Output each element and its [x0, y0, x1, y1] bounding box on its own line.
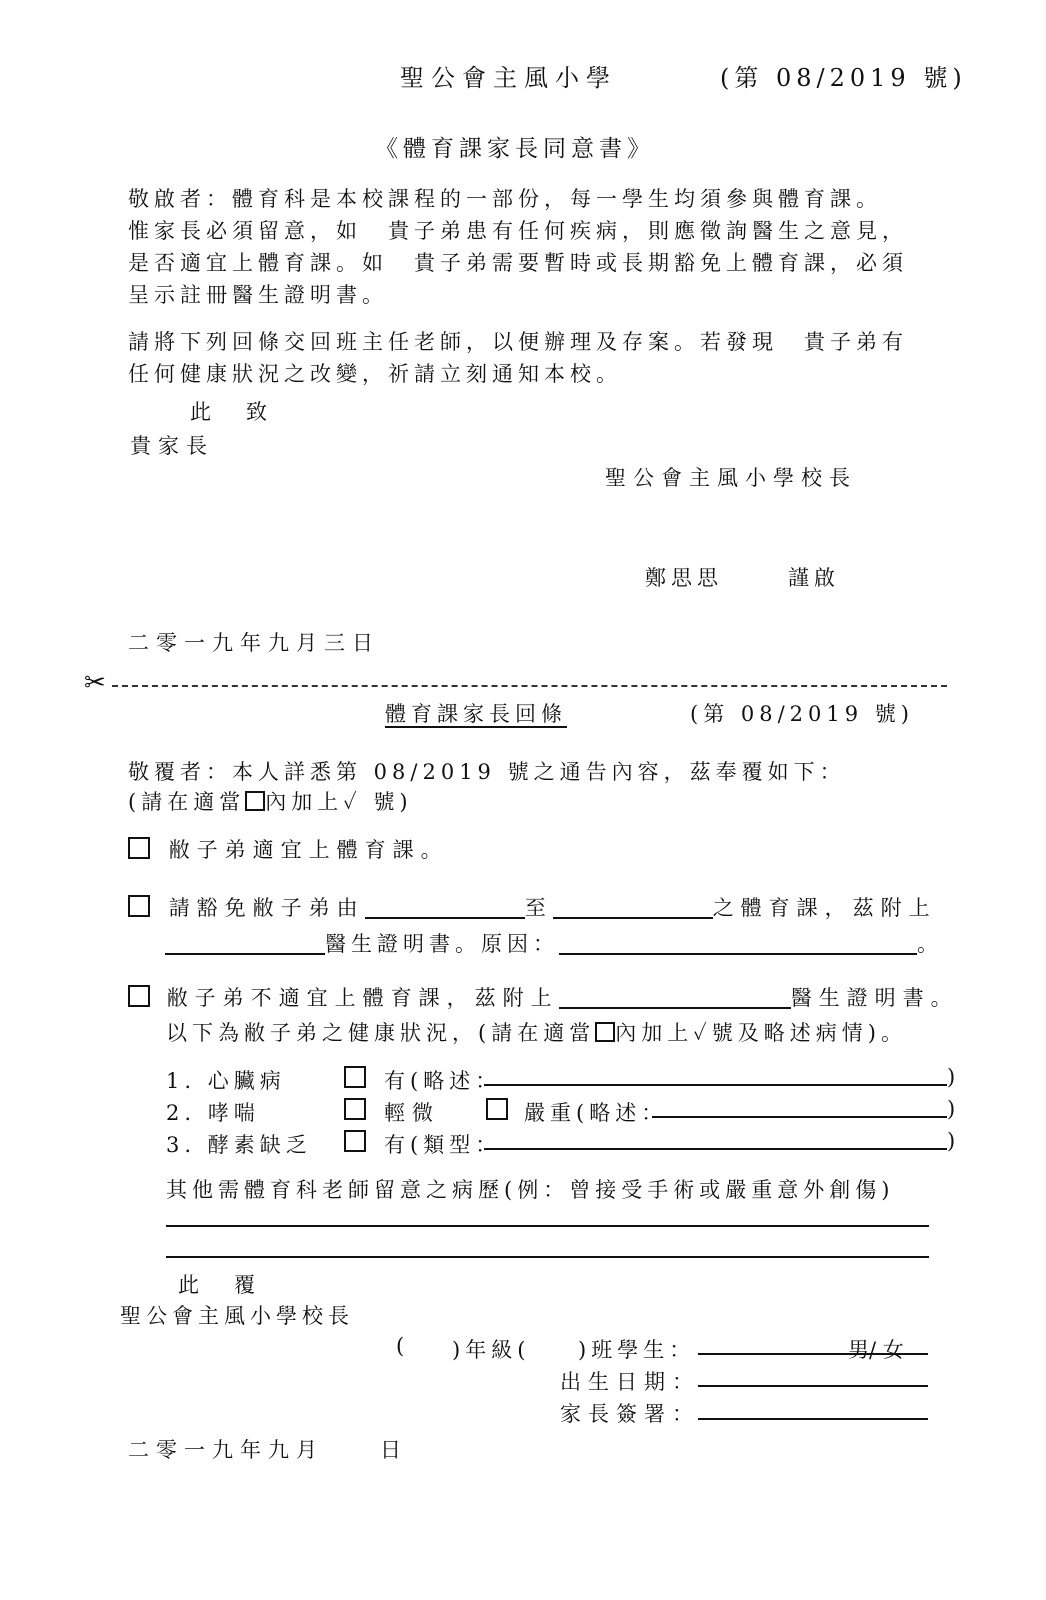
other-history-field-2[interactable]: [166, 1256, 929, 1258]
signature-label: 家長簽署：: [560, 1402, 700, 1426]
option2-end: 。: [917, 932, 938, 956]
reply-closing: 此 覆: [178, 1273, 262, 1297]
option3-text-a: 敝子弟不適宜上體育課，茲附上: [166, 986, 559, 1010]
health-intro-mid: 內加上: [615, 1021, 694, 1045]
option2-row-2: [165, 928, 938, 958]
reason-field[interactable]: [559, 931, 917, 955]
instruction-suffix: 號): [373, 790, 413, 814]
checkbox-icon: [595, 1022, 615, 1042]
reply-addressee: 聖公會主風小學校長: [120, 1304, 354, 1328]
option1-row: [128, 834, 449, 864]
from-date-field[interactable]: [365, 895, 525, 919]
dob-field[interactable]: [698, 1385, 928, 1387]
condition2-description-field[interactable]: [652, 1116, 947, 1118]
condition-label: 2. 哮喘: [166, 1101, 260, 1125]
letter-paragraph-2: [128, 326, 938, 390]
option2-checkbox[interactable]: [128, 895, 150, 917]
option2-text-d: 醫生證明書。原因：: [325, 932, 559, 956]
grade-open: (: [396, 1334, 405, 1358]
option3-text-b: 醫生證明書。: [790, 986, 959, 1010]
condition-close: ): [947, 1097, 956, 1121]
reply-notice-number: (第 08/2019 號): [690, 702, 914, 726]
condition-option: 有(略述：: [384, 1069, 502, 1093]
letter-addressee: 貴家長: [130, 434, 214, 458]
to-date-field[interactable]: [553, 895, 713, 919]
condition-label: 3. 酵素缺乏: [166, 1133, 312, 1157]
certificate-field[interactable]: [559, 985, 791, 1009]
letter-closing: 此 致: [190, 400, 274, 424]
gender-options[interactable]: 男/ 女: [848, 1338, 904, 1362]
principal-name: 鄭思思: [645, 566, 723, 590]
condition-close: ): [947, 1065, 956, 1089]
condition-option: 嚴重(略述：: [524, 1101, 668, 1125]
health-intro-prefix: 以下為敝子弟之健康狀況，(請在適當: [166, 1021, 596, 1045]
checkbox-icon: [245, 791, 265, 811]
letter-paragraph-1: [128, 183, 938, 311]
option1-checkbox[interactable]: [128, 837, 150, 859]
condition-label: 1. 心臟病: [166, 1069, 286, 1093]
doctor-certificate-field[interactable]: [165, 931, 325, 955]
other-history-field-1[interactable]: [166, 1225, 929, 1227]
option2-text-c: 之體育課，茲附上: [712, 896, 937, 920]
instruction-prefix: (請在適當: [128, 790, 246, 814]
reply-intro: 敬覆者：本人詳悉第 08/2019 號之通告內容，茲奉覆如下：: [128, 760, 846, 784]
text-line: 惟家長必須留意，如 貴子弟患有任何疾病，則應徵詢醫生之意見，: [128, 219, 908, 243]
condition-option: 有(類型：: [384, 1133, 502, 1157]
signature-field[interactable]: [698, 1418, 928, 1420]
text-line: 請將下列回條交回班主任老師，以便辦理及存案。若發現 貴子弟有: [128, 330, 908, 354]
condition-close: ): [947, 1129, 956, 1153]
check-mark-icon: ✓: [343, 790, 362, 814]
text-line: 呈示註冊醫生證明書。: [128, 283, 388, 307]
other-history-label: 其他需體育科老師留意之病歷(例：曾接受手術或嚴重意外創傷): [166, 1178, 895, 1202]
cut-line: [112, 685, 947, 687]
option2-text-a: 請豁免敝子弟由: [168, 896, 365, 920]
respectfully-signoff: 謹啟: [788, 566, 840, 590]
condition2-mild-checkbox[interactable]: [344, 1098, 366, 1120]
option2-row: [128, 892, 937, 922]
school-name: 聖公會主風小學: [400, 64, 617, 92]
condition2-severe-checkbox[interactable]: [486, 1098, 508, 1120]
text-line: 敬啟者：體育科是本校課程的一部份，每一學生均須參與體育課。: [128, 187, 882, 211]
reply-date: 二零一九年九月 日: [128, 1438, 408, 1462]
text-line: 是否適宜上體育課。如 貴子弟需要暫時或長期豁免上體育課，必須: [128, 251, 908, 275]
letter-date: 二零一九年九月三日: [128, 631, 380, 655]
dob-label: 出生日期：: [560, 1370, 700, 1394]
condition1-description-field[interactable]: [484, 1084, 947, 1086]
text-line: 任何健康狀況之改變，祈請立刻通知本校。: [128, 362, 622, 386]
grade-label: )年級(: [452, 1338, 531, 1362]
instruction-mid: 內加上: [265, 790, 344, 814]
option1-label: 敝子弟適宜上體育課。: [168, 838, 449, 862]
check-mark-icon: ✓: [693, 1021, 712, 1045]
option3-checkbox[interactable]: [128, 985, 150, 1007]
option2-text-b: 至: [524, 896, 553, 920]
document-title: 《體育課家長同意書》: [375, 136, 655, 162]
class-label: )班學生：: [578, 1338, 696, 1362]
condition3-checkbox[interactable]: [344, 1130, 366, 1152]
reply-title: 體育課家長回條: [385, 702, 567, 726]
option3-row: [128, 982, 959, 1012]
notice-number: (第 08/2019 號): [720, 64, 967, 92]
reply-instruction: [128, 786, 413, 816]
condition1-checkbox[interactable]: [344, 1066, 366, 1088]
health-intro: [166, 1017, 907, 1047]
letter-sender: 聖公會主風小學校長: [605, 466, 857, 490]
condition-option: 輕微: [384, 1101, 440, 1125]
health-intro-suffix: 號及略述病情)。: [711, 1021, 907, 1045]
scissors-icon: ✂: [84, 668, 106, 698]
condition3-type-field[interactable]: [484, 1148, 947, 1150]
